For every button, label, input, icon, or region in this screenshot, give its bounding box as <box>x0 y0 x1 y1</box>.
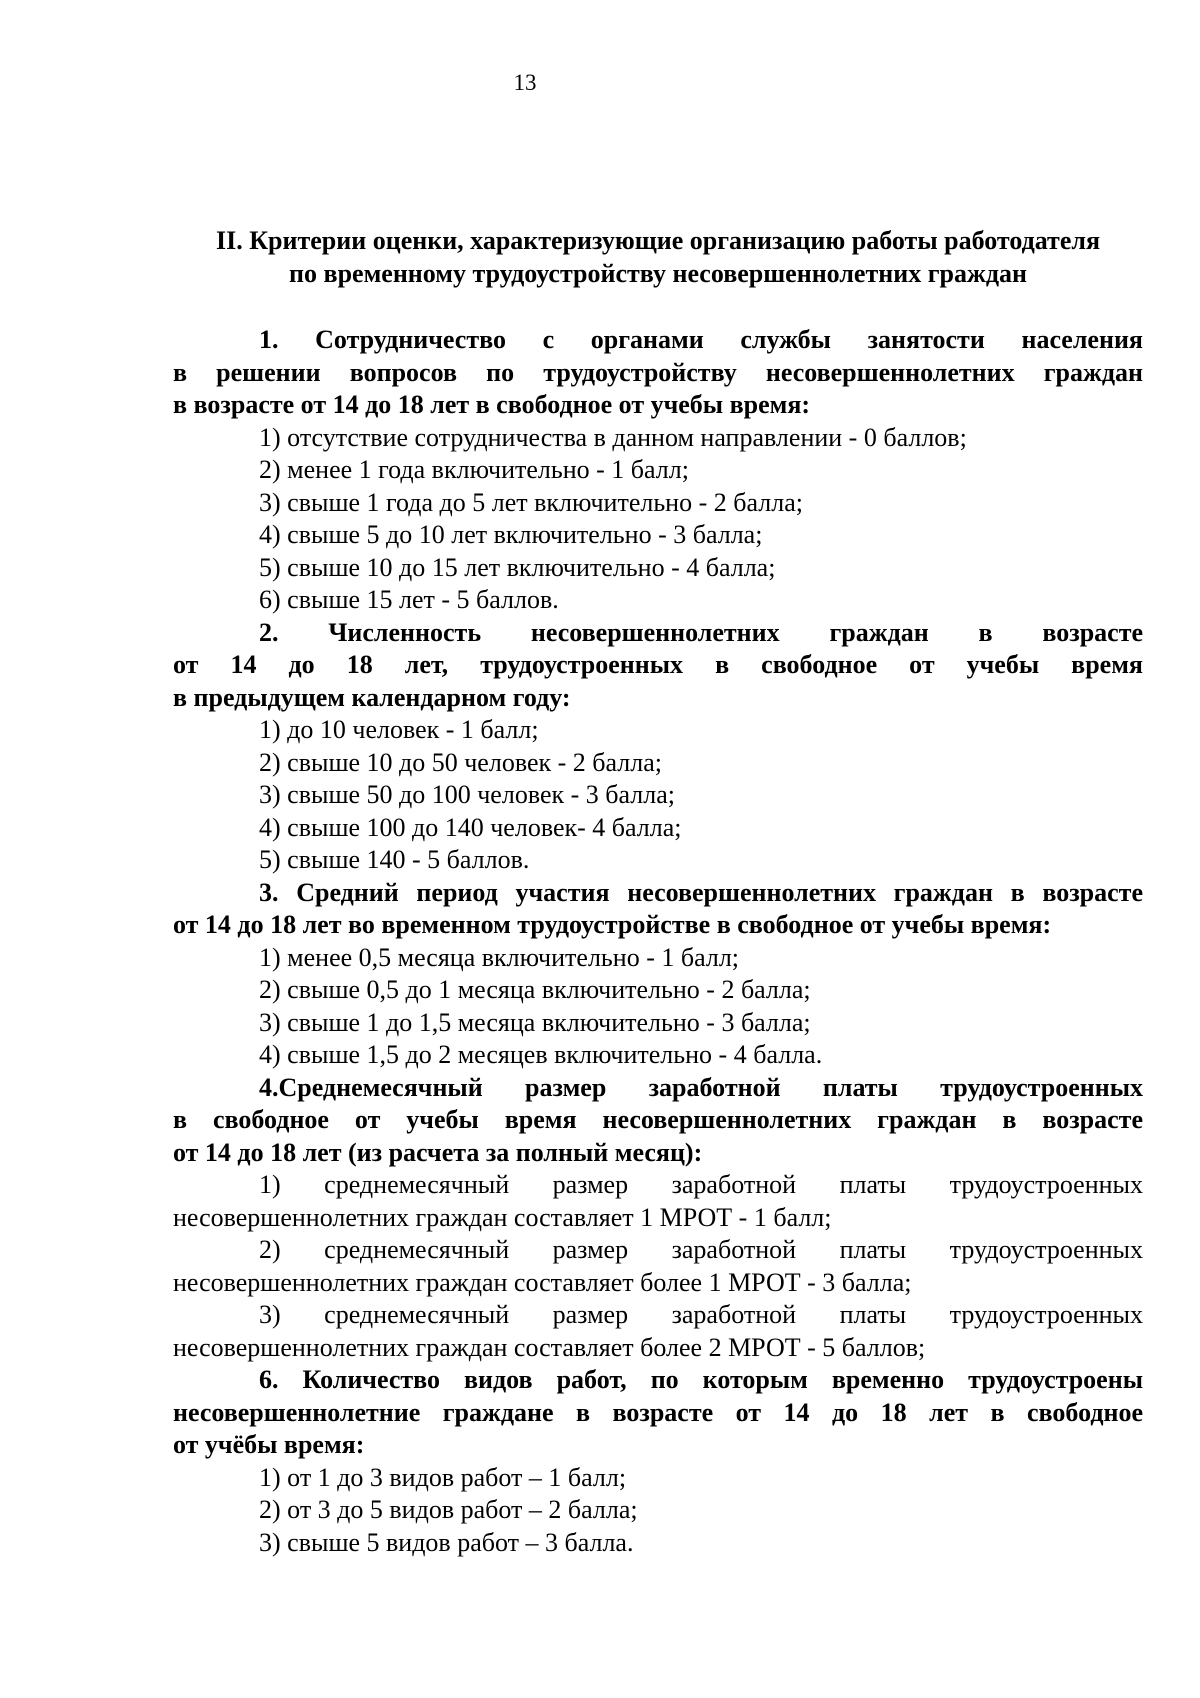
criterion-1-option: 6) свыше 15 лет - 5 баллов. <box>259 585 559 614</box>
criterion-1-title-line: в решении вопросов по трудоустройству несовершеннолетних граждан <box>173 357 1143 387</box>
criterion-3-title-line: 3. Средний период участия несовершеннолетних граждан в возрасте <box>259 877 1143 907</box>
criterion-3-option: 4) свыше 1,5 до 2 месяцев включительно - 4 балла. <box>259 1040 823 1069</box>
criterion-2-option: 3) свыше 50 до 100 человек - 3 балла; <box>259 780 675 809</box>
criterion-6-option: 1) от 1 до 3 видов работ – 1 балл; <box>259 1462 627 1492</box>
criterion-6-title-line: 6. Количество видов работ, по которым временно трудоустроены <box>259 1365 1143 1394</box>
criterion-2-title-line: 2. Численность несовершеннолетних граждан в возрасте <box>259 617 1143 647</box>
criterion-6 <box>173 1364 1143 1559</box>
criterion-4-option <box>173 1299 1143 1332</box>
criterion-6-option: 2) от 3 до 5 видов работ – 2 балла; <box>259 1495 638 1524</box>
criterion-1-title-cont <box>173 357 1143 422</box>
criterion-4-option <box>173 1234 1143 1267</box>
criterion-4-option-cont <box>173 1202 1143 1235</box>
criterion-1-option: 5) свыше 10 до 15 лет включительно - 4 балла; <box>259 552 776 582</box>
criterion-4-option-line: несовершеннолетних граждан составляет более 2 МРОТ - 5 баллов; <box>173 1332 926 1362</box>
criterion-6-title-cont <box>173 1397 1143 1462</box>
criterion-3 <box>173 877 1143 1072</box>
criterion-4-title-line: от 14 до 18 лет (из расчета за полный месяц): <box>173 1137 703 1167</box>
criterion-2-title-line: от 14 до 18 лет, трудоустроенных в свободное от учебы время <box>173 650 1143 679</box>
criterion-4-title <box>173 1072 1143 1105</box>
criterion-4-option-cont <box>173 1332 1143 1365</box>
criterion-1-option: 4) свыше 5 до 10 лет включительно - 3 балла; <box>259 520 763 549</box>
criterion-1-option: 2) менее 1 года включительно - 1 балл; <box>259 455 689 484</box>
criterion-2-option: 2) свыше 10 до 50 человек - 2 балла; <box>259 747 662 777</box>
page-number: 13 <box>513 70 537 95</box>
document-body <box>173 225 1143 1559</box>
criterion-4-title-line: в свободное от учебы время несовершеннолетних граждан в возрасте <box>173 1105 1143 1134</box>
criterion-4-option-line: 2) среднемесячный размер заработной платы трудоустроенных <box>259 1235 1143 1264</box>
criterion-1-option: 3) свыше 1 года до 5 лет включительно - 2 балла; <box>259 487 803 517</box>
criterion-4-option <box>173 1169 1143 1202</box>
criterion-6-option: 3) свыше 5 видов работ – 3 балла. <box>259 1527 634 1557</box>
criterion-1-title-line: в возрасте от 14 до 18 лет в свободное от учебы время: <box>173 390 811 419</box>
criterion-3-title <box>173 877 1143 910</box>
criterion-2-title-line: в предыдущем календарном году: <box>173 682 571 712</box>
criterion-6-title-line: от учёбы время: <box>173 1430 365 1459</box>
criterion-1-option: 1) отсутствие сотрудничества в данном направлении - 0 баллов; <box>259 422 967 452</box>
criterion-4-option-line: 3) среднемесячный размер заработной платы трудоустроенных <box>259 1300 1143 1329</box>
criterion-3-title-cont <box>173 909 1143 942</box>
criterion-4-option-line: 1) среднемесячный размер заработной платы трудоустроенных <box>259 1170 1143 1199</box>
criterion-2-option: 5) свыше 140 - 5 баллов. <box>259 845 530 874</box>
criterion-4-title-line: 4.Среднемесячный размер заработной платы трудоустроенных <box>259 1072 1143 1102</box>
criterion-4-option-cont <box>173 1267 1143 1300</box>
criterion-2 <box>173 617 1143 877</box>
criterion-4 <box>173 1072 1143 1365</box>
criterion-1-title-line: 1. Сотрудничество с органами службы занятости населения <box>259 325 1143 354</box>
criterion-3-option: 1) менее 0,5 месяца включительно - 1 балл; <box>259 942 740 972</box>
criterion-1-title <box>173 324 1143 357</box>
criterion-1 <box>173 324 1143 617</box>
criterion-4-option-line: несовершеннолетних граждан составляет 1 МРОТ - 1 балл; <box>173 1202 832 1232</box>
criterion-3-option: 2) свыше 0,5 до 1 месяца включительно - 2 балла; <box>259 975 811 1004</box>
criterion-2-title <box>173 617 1143 650</box>
section-heading <box>173 225 1143 290</box>
criterion-6-title-line: несовершеннолетние граждане в возрасте от 14 до 18 лет в свободное <box>173 1397 1143 1427</box>
criterion-3-option: 3) свыше 1 до 1,5 месяца включительно - 3 балла; <box>259 1007 811 1037</box>
criterion-4-option-line: несовершеннолетних граждан составляет более 1 МРОТ - 3 балла; <box>173 1267 912 1297</box>
criterion-4-title-cont <box>173 1104 1143 1169</box>
criterion-2-option: 4) свыше 100 до 140 человек- 4 балла; <box>259 812 682 842</box>
criterion-3-title-line: от 14 до 18 лет во временном трудоустройстве в свободное от учебы время: <box>173 910 1052 939</box>
criterion-2-option: 1) до 10 человек - 1 балл; <box>259 715 539 744</box>
section-heading-line-1: II. Критерии оценки, характеризующие организацию работы работодателя <box>215 226 1101 255</box>
section-heading-line-2: по временному трудоустройству несовершеннолетних граждан <box>289 258 1027 288</box>
criterion-6-title <box>173 1364 1143 1397</box>
criterion-2-title-cont <box>173 649 1143 714</box>
